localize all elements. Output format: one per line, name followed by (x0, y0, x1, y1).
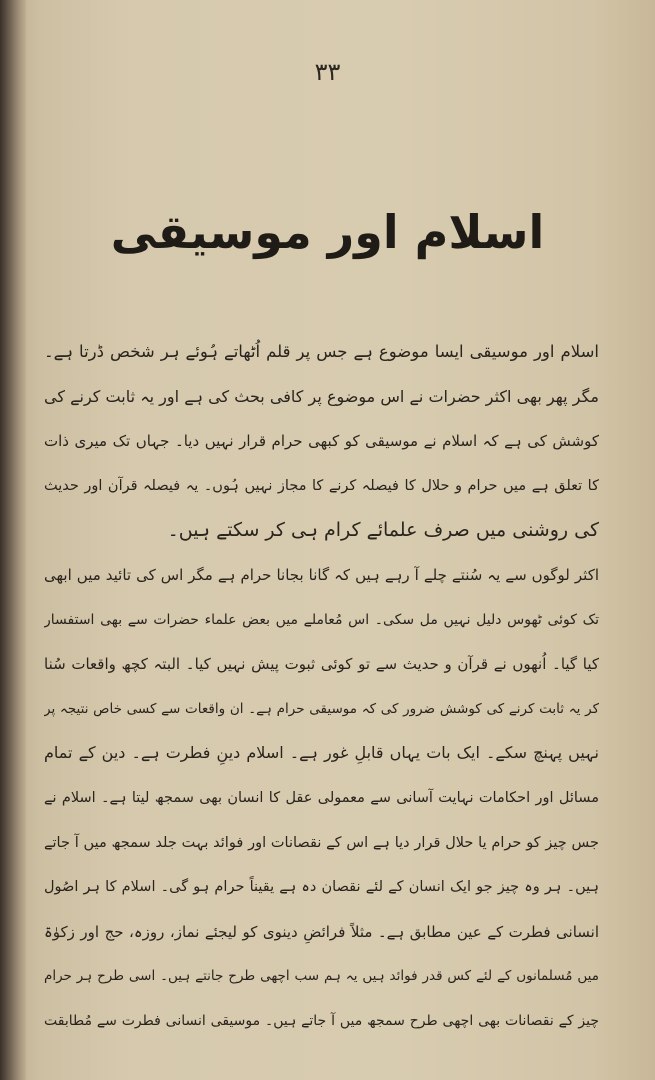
text-line: میں مُسلمانوں کے لئے کس قدر فوائد ہیں یہ ہم سب اچھی طرح جانتے ہیں۔ اسی طرح ہر حرام (44, 968, 599, 985)
text-line: مسائل اور احکامات نہایت آسانی سے معمولی عقل کا انسان بھی سمجھ لیتا ہے۔ اسلام نے (44, 789, 599, 806)
text-line: تک کوئی ٹھوس دلیل نہیں مل سکی۔ اس مُعاملے میں بعض علماء حضرات سے بھی استفسار (44, 611, 599, 628)
text-line: کر یہ ثابت کرنے کی کوشش ضرور کی کہ موسیقی حرام ہے۔ ان واقعات سے کسی خاص نتیجہ پر (44, 700, 599, 717)
book-binding (0, 0, 26, 1080)
text-line: اکثر لوگوں سے یہ سُنتے چلے آ رہے ہیں کہ گانا بجانا حرام ہے مگر اس کی تائید میں ابھی (44, 565, 599, 584)
chapter-title: اسلام اور موسیقی (110, 205, 545, 259)
text-line: اسلام اور موسیقی ایسا موضوع ہے جس پر قلم اُٹھاتے ہُوئے ہر شخص ڈرتا ہے۔ (44, 342, 599, 361)
text-line: کی روشنی میں صرف علمائے کرام ہی کر سکتے ہیں۔ (167, 519, 599, 542)
text-line: کا تعلق ہے میں حرام و حلال کا فیصلہ کرنے کا مجاز نہیں ہُوں۔ یہ فیصلہ قرآن اور حدیث (44, 477, 599, 494)
text-line: کوشش کی ہے کہ اسلام نے موسیقی کو کبھی حرام قرار نہیں دیا۔ جہاں تک میری ذات (44, 432, 599, 451)
page-number: ۳۳ (314, 58, 341, 86)
text-line: مگر پھر بھی اکثر حضرات نے اس موضوع پر کافی بحث کی ہے اور یہ ثابت کرنے کی (44, 386, 599, 406)
text-line: انسانی فطرت کے عین مطابق ہے۔ مثلاً فرائضِ دینوی کو لیجئے نماز، روزہ، حج اور زکوٰۃ (44, 922, 599, 941)
text-line: نہیں پہنچ سکے۔ ایک بات یہاں قابلِ غور ہے۔ اسلام دینِ فطرت ہے۔ دین کے تمام (44, 743, 599, 763)
text-line: جس چیز کو حرام یا حلال قرار دیا ہے اس کے نقصانات اور فوائد بہت جلد سمجھ میں آ جاتے (44, 834, 599, 851)
text-line: ہیں۔ ہر وہ چیز جو ایک انسان کے لئے نقصان دہ ہے یقیناً حرام ہو گی۔ اسلام کا ہر اصُول (44, 879, 599, 896)
text-line: کیا گیا۔ اُنھوں نے قرآن و حدیث سے تو کوئی ثبوت پیش نہیں کیا۔ البتہ کچھ واقعات سُنا (44, 655, 599, 674)
body-text (44, 330, 599, 1044)
text-line: چیز کے نقصانات بھی اچھی طرح سمجھ میں آ جاتے ہیں۔ موسیقی انسانی فطرت سے مُطابقت (44, 1012, 599, 1029)
